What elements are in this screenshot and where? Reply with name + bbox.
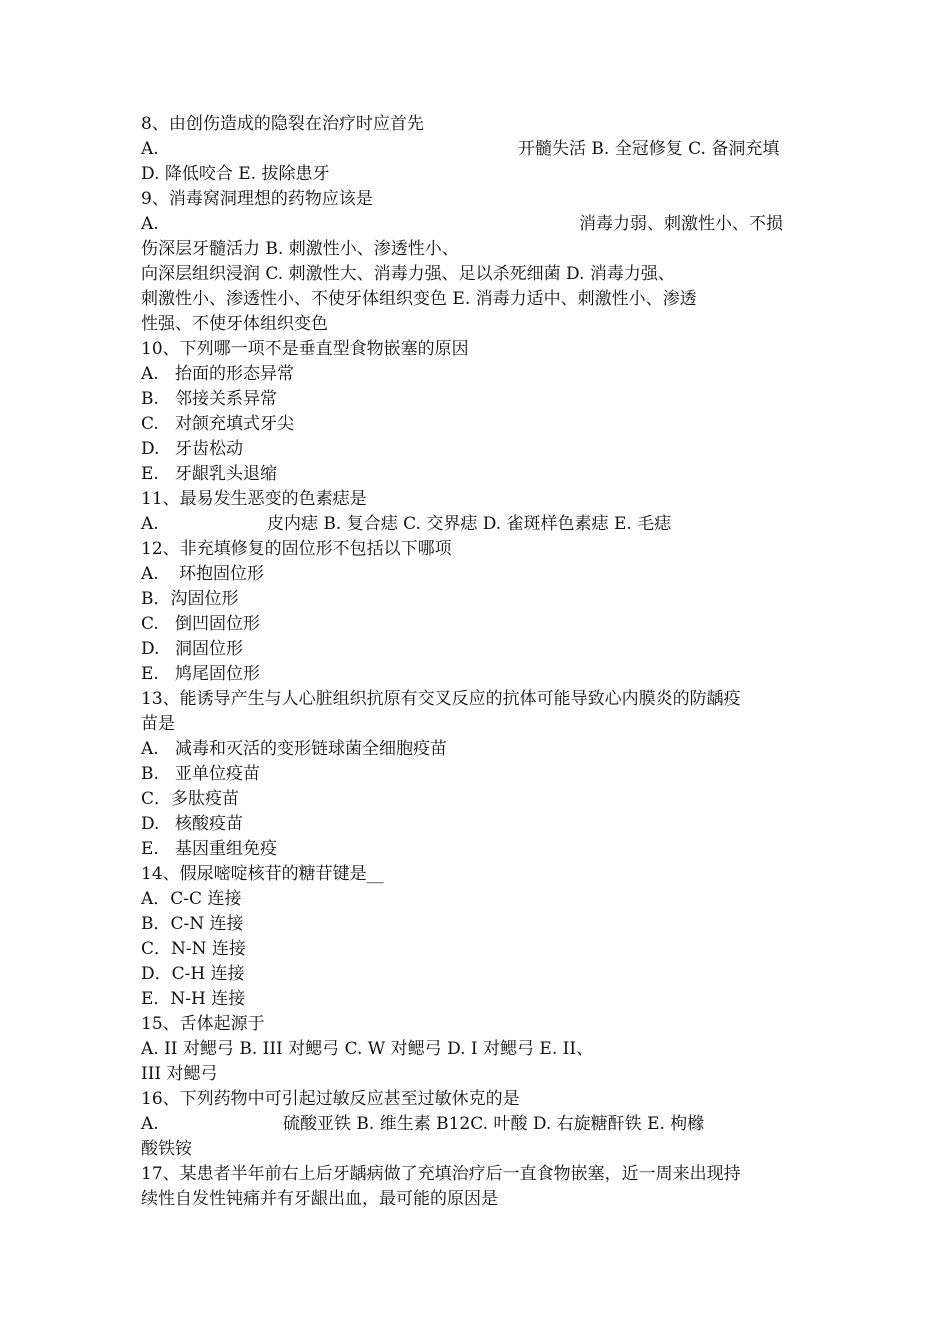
option-label: D.: [141, 639, 160, 659]
option-text: 皮内痣 B. 复合痣 C. 交界痣 D. 雀斑样色素痣 E. 毛痣: [267, 514, 672, 534]
question-12-stem: [141, 537, 821, 561]
option-text: 环抱固位形: [179, 564, 264, 584]
question-9-options: [141, 212, 821, 236]
question-13-option-e: [141, 837, 821, 861]
question-16-stem: [141, 1087, 821, 1111]
option-text: 牙齿松动: [175, 439, 243, 459]
question-12-option-a: [141, 562, 821, 586]
question-12-option-c: [141, 612, 821, 636]
option-text: 洞固位形: [175, 639, 243, 659]
option-label: E.: [141, 464, 159, 484]
question-13-stem-cont: [141, 712, 821, 736]
option-text: 基因重组免疫: [175, 839, 277, 859]
question-14-option-c: [141, 937, 821, 961]
question-10-option-e: [141, 462, 821, 486]
text: 酸铁铵: [141, 1139, 192, 1159]
option-label: E.: [141, 664, 159, 684]
option-label: D.: [141, 439, 160, 459]
question-9-options-cont: [141, 237, 821, 261]
question-14-option-d: [141, 962, 821, 986]
option-text: A. II 对鳃弓 B. III 对鳃弓 C. W 对鳃弓 D. I 对鳃弓 E. II、: [141, 1039, 594, 1059]
question-10-option-c: [141, 412, 821, 436]
option-label: D.: [141, 814, 160, 834]
option-text: C．N-N 连接: [141, 939, 246, 959]
question-15-stem: [141, 1012, 821, 1036]
text: 刺激性小、渗透性小、不使牙体组织变色 E. 消毒力适中、刺激性小、渗透: [141, 289, 697, 309]
option-text: 核酸疫苗: [175, 814, 243, 834]
question-13-option-d: [141, 812, 821, 836]
question-13-stem: [141, 687, 821, 711]
text: III 对鳃弓: [141, 1064, 218, 1084]
question-10-stem: [141, 337, 821, 361]
option-text: 亚单位疫苗: [175, 764, 260, 784]
question-8-options-cont: [141, 162, 821, 186]
question-12-option-d: [141, 637, 821, 661]
text: 17、某患者半年前右上后牙龋病做了充填治疗后一直食物嵌塞，近一周来出现持: [141, 1164, 741, 1184]
question-13-option-a: [141, 737, 821, 761]
question-8-stem: [141, 112, 821, 136]
option-text: 邻接关系异常: [175, 389, 277, 409]
option-label: B.: [141, 389, 159, 409]
question-11-stem: [141, 487, 821, 511]
text: 14、假尿嘧啶核苷的糖苷键是__: [141, 864, 384, 884]
option-text: 倒凹固位形: [175, 614, 260, 634]
text: 16、下列药物中可引起过敏反应甚至过敏休克的是: [141, 1089, 520, 1109]
question-11-options: [141, 512, 821, 536]
question-9-options-cont: [141, 287, 821, 311]
option-label: A.: [141, 739, 159, 759]
text: 8、由创伤造成的隐裂在治疗时应首先: [141, 114, 424, 134]
question-10-option-a: [141, 362, 821, 386]
text: 11、最易发生恶变的色素痣是: [141, 489, 367, 509]
question-10-option-d: [141, 437, 821, 461]
question-17-stem: [141, 1162, 821, 1186]
question-14-option-a: [141, 887, 821, 911]
text: 13、能诱导产生与人心脏组织抗原有交叉反应的抗体可能导致心内膜炎的防龋疫: [141, 689, 741, 709]
text: 15、舌体起源于: [141, 1014, 265, 1034]
option-label: E.: [141, 839, 159, 859]
text: 9、消毒窝洞理想的药物应该是: [141, 189, 373, 209]
question-16-options-cont: [141, 1137, 821, 1161]
text: D. 降低咬合 E. 拔除患牙: [141, 164, 330, 184]
question-14-option-e: [141, 987, 821, 1011]
option-text: A．C-C 连接: [141, 889, 242, 909]
question-14-stem: [141, 862, 821, 886]
text: 续性自发性钝痛并有牙龈出血，最可能的原因是: [141, 1189, 498, 1209]
option-label: A.: [141, 564, 159, 584]
option-text: 对颌充填式牙尖: [175, 414, 294, 434]
question-9-options-cont: [141, 262, 821, 286]
question-8-options: [141, 137, 821, 161]
option-text: D．C-H 连接: [141, 964, 245, 984]
option-label: B.: [141, 764, 159, 784]
option-text: 消毒力弱、刺激性小、不损: [579, 214, 783, 234]
text: 10、下列哪一项不是垂直型食物嵌塞的原因: [141, 339, 469, 359]
text: 向深层组织浸润 C. 刺激性大、消毒力强、足以杀死细菌 D. 消毒力强、: [141, 264, 675, 284]
question-10-option-b: [141, 387, 821, 411]
text: 12、非充填修复的固位形不包括以下哪项: [141, 539, 452, 559]
option-text: 硫酸亚铁 B. 维生素 B12C. 叶酸 D. 右旋糖酐铁 E. 枸橼: [283, 1114, 705, 1134]
option-text: 抬面的形态异常: [175, 364, 294, 384]
question-12-option-b: [141, 587, 821, 611]
option-text: B．C-N 连接: [141, 914, 244, 934]
question-13-option-c: [141, 787, 821, 811]
text: 苗是: [141, 714, 175, 734]
option-label: A.: [141, 1114, 159, 1134]
option-text: E．N-H 连接: [141, 989, 246, 1009]
option-text: 鸠尾固位形: [175, 664, 260, 684]
option-label: A.: [141, 514, 159, 534]
text: 伤深层牙髓活力 B. 刺激性小、渗透性小、: [141, 239, 459, 259]
text: 性强、不使牙体组织变色: [141, 314, 328, 334]
question-16-options: [141, 1112, 821, 1136]
option-text: B．沟固位形: [141, 589, 239, 609]
option-label: C.: [141, 414, 159, 434]
option-label: C.: [141, 614, 159, 634]
question-9-options-cont: [141, 312, 821, 336]
question-15-options: [141, 1037, 821, 1061]
option-text: 开髓失活 B. 全冠修复 C. 备洞充填: [518, 139, 780, 159]
question-17-stem-cont: [141, 1187, 821, 1211]
question-9-stem: [141, 187, 821, 211]
option-label: A.: [141, 364, 159, 384]
option-text: 减毒和灭活的变形链球菌全细胞疫苗: [175, 739, 447, 759]
question-12-option-e: [141, 662, 821, 686]
option-label: A.: [141, 214, 159, 234]
question-13-option-b: [141, 762, 821, 786]
question-14-option-b: [141, 912, 821, 936]
question-15-options-cont: [141, 1062, 821, 1086]
option-label: A.: [141, 139, 159, 159]
option-text: C．多肽疫苗: [141, 789, 240, 809]
option-text: 牙龈乳头退缩: [175, 464, 277, 484]
